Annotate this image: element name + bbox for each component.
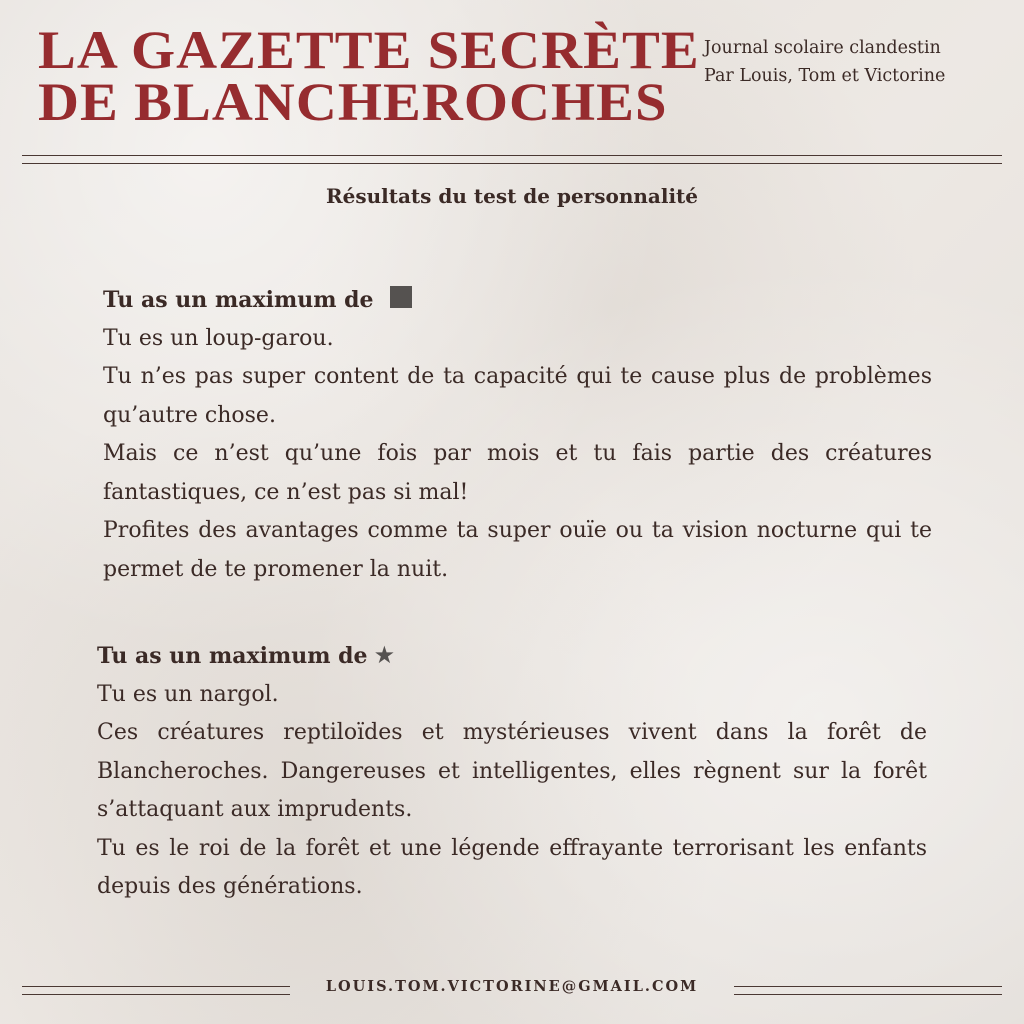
section-title: Résultats du test de personnalité xyxy=(325,184,699,208)
result-paragraph: Tu es un loup-garou. xyxy=(103,325,334,351)
newspaper-subtitle: Journal scolaire clandestin xyxy=(704,38,941,58)
result-nargol xyxy=(97,636,927,907)
header-divider-bottom xyxy=(22,163,1002,164)
newspaper-title xyxy=(38,20,700,132)
contact-email: LOUIS.TOM.VICTORINE@GMAIL.COM xyxy=(325,978,699,995)
result-heading: Tu as un maximum de ★ xyxy=(97,636,927,676)
result-paragraph: Tu es le roi de la forêt et une légende effrayante terrorisant les enfants depuis des générations. xyxy=(97,835,927,899)
result-paragraph: Profites des avantages comme ta super ouïe ou ta vision nocturne qui te permet de te promener la nuit. xyxy=(103,518,932,582)
result-heading: Tu as un maximum de xyxy=(103,281,932,320)
result-paragraph: Ces créatures reptiloïdes et mystérieuses vivent dans la forêt de Blancheroches. Dangereuses et intelligentes, elles règnent sur la forêt s’attaquant aux imprudents. xyxy=(97,720,927,822)
newspaper-authors: Par Louis, Tom et Victorine xyxy=(704,66,946,86)
newspaper-title-line-1: LA GAZETTE SECRÈTE xyxy=(38,20,700,80)
result-paragraph: Mais ce n’est qu’une fois par mois et tu fais partie des créatures fantastiques, ce n’est pas si mal! xyxy=(103,441,932,505)
result-paragraph: Tu n’es pas super content de ta capacité qui te cause plus de problèmes qu’autre chose. xyxy=(103,364,932,428)
result-werewolf xyxy=(103,281,932,589)
masthead-meta xyxy=(704,34,945,90)
header-divider-top xyxy=(22,155,1002,156)
square-icon xyxy=(390,286,412,308)
result-paragraph: Tu es un nargol. xyxy=(97,681,279,707)
newspaper-title-line-2: DE BLANCHEROCHES xyxy=(38,72,668,132)
star-icon: ★ xyxy=(373,641,396,669)
